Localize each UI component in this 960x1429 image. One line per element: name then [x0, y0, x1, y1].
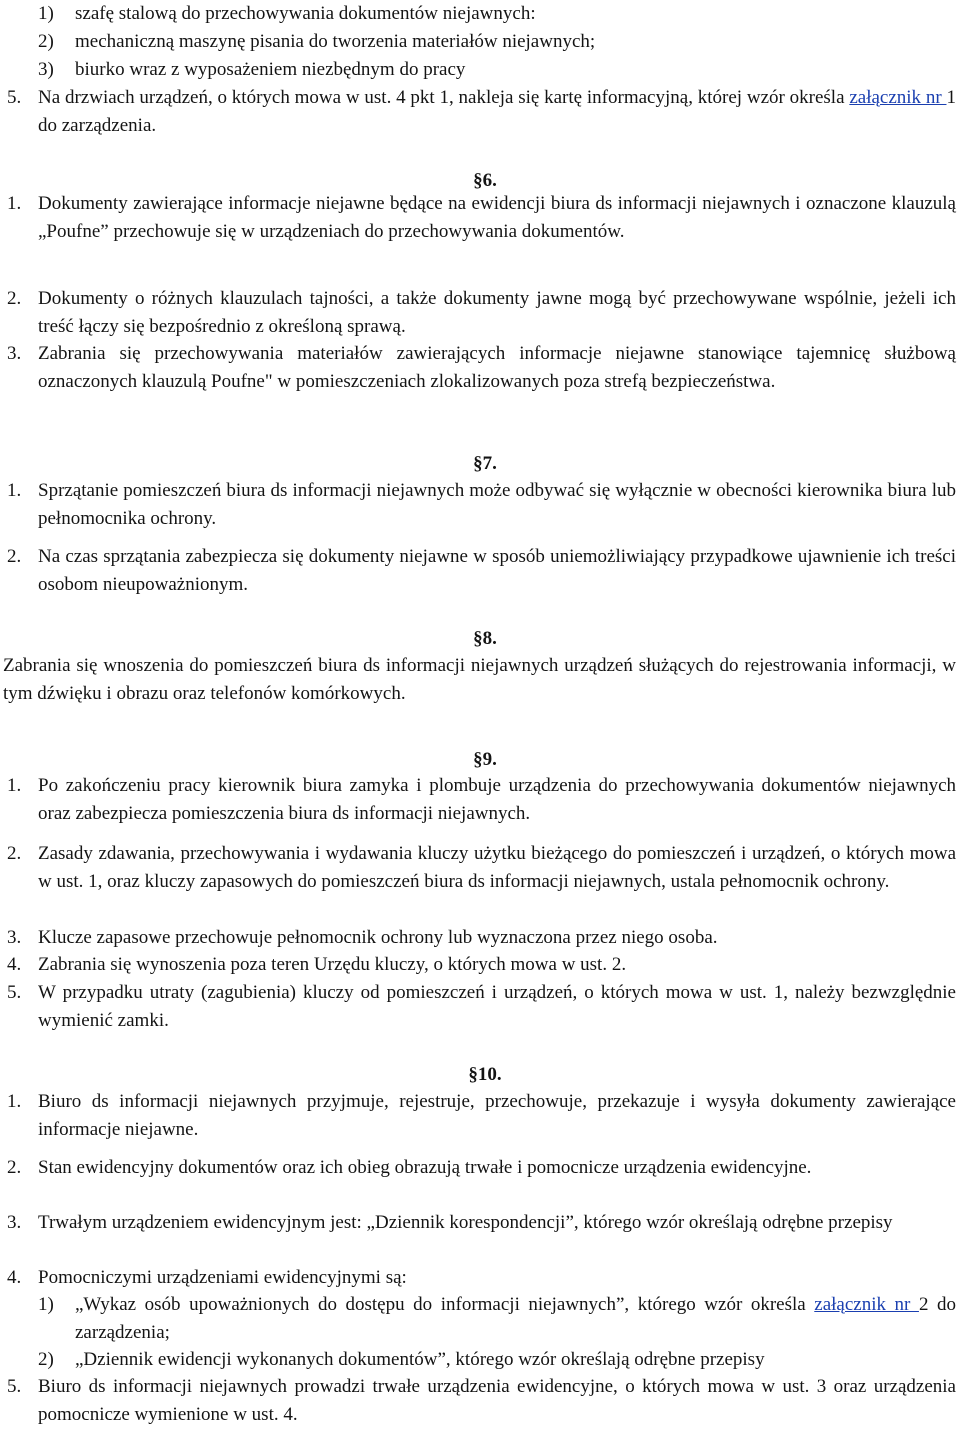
item-number: 2.	[7, 843, 22, 864]
item-number: 4.	[7, 1267, 22, 1288]
section-heading: §8.	[473, 628, 497, 649]
item-text: Na czas sprzątania zabezpiecza się dokumenty niejawne w sposób uniemożliwiający przypadkowe ujawnienie ich treści osobom nieupoważnionym.	[38, 546, 956, 595]
item-text: Na drzwiach urządzeń, o których mowa w ust. 4 pkt 1, nakleja się kartę informacyjną, której wzór określa załącznik nr 1 do zarządzenia.	[38, 87, 956, 136]
item-number: 1.	[7, 775, 22, 796]
item-text: Biuro ds informacji niejawnych prowadzi trwałe urządzenia ewidencyjne, o których mowa w ust. 3 oraz urządzenia pomocnicze wymienione w ust. 4.	[38, 1376, 956, 1425]
attachment-link[interactable]: załącznik nr	[849, 87, 947, 108]
item-number: 2)	[38, 1349, 54, 1370]
section-heading: §6.	[473, 170, 497, 191]
paragraph-text: Zabrania się wnoszenia do pomieszczeń biura ds informacji niejawnych urządzeń służących do rejestrowania informacji, w tym dźwięku i obrazu oraz telefonów komórkowych.	[3, 655, 956, 704]
item-text: Biuro ds informacji niejawnych przyjmuje, rejestruje, przechowuje, przekazuje i wysyła dokumenty zawierające informacje niejawne.	[38, 1091, 956, 1140]
item-text: Po zakończeniu pracy kierownik biura zamyka i plombuje urządzenia do przechowywania dokumentów niejawnych oraz zabezpiecza pomieszczenia biura ds informacji niejawnych.	[38, 775, 956, 824]
item-text: „Dziennik ewidencji wykonanych dokumentów”, którego wzór określają odrębne przepisy	[75, 1349, 765, 1370]
item-number: 2.	[7, 288, 22, 309]
item-text: Klucze zapasowe przechowuje pełnomocnik ochrony lub wyznaczona przez niego osoba.	[38, 927, 718, 948]
item-text: Sprzątanie pomieszczeń biura ds informacji niejawnych może odbywać się wyłącznie w obecności kierownika biura lub pełnomocnika ochrony.	[38, 480, 956, 529]
item-number: 5.	[7, 982, 22, 1003]
item-text: Zasady zdawania, przechowywania i wydawania kluczy użytku bieżącego do pomieszczeń i urządzeń, o których mowa w ust. 1, oraz kluczy zapasowych do pomieszczeń biura ds informacji niejawnych, ustala pełnomocnik ochrony.	[38, 843, 956, 892]
item-text: Zabrania się przechowywania materiałów zawierających informacje niejawne stanowiące tajemnicę służbową oznaczonych klauzulą Poufne" w pomieszczeniach zlokalizowanych poza strefą bezpieczeństwa.	[38, 343, 956, 392]
item-number: 1)	[38, 1294, 54, 1315]
item-number: 3)	[38, 59, 54, 80]
item-number: 1.	[7, 480, 22, 501]
item-text: Pomocniczymi urządzeniami ewidencyjnymi są:	[38, 1267, 407, 1288]
section-heading: §7.	[473, 453, 497, 474]
item-number: 2)	[38, 31, 54, 52]
item-text: Trwałym urządzeniem ewidencyjnym jest: „Dziennik korespondencji”, którego wzór określają odrębne przepisy	[38, 1212, 893, 1233]
item-text: Dokumenty zawierające informacje niejawne będące na ewidencji biura ds informacji niejawnych i oznaczone klauzulą „Poufne” przechowuje się w urządzeniach do przechowywania dokumentów.	[38, 193, 956, 242]
item-text: Zabrania się wynoszenia poza teren Urzędu kluczy, o których mowa w ust. 2.	[38, 954, 627, 975]
item-number: 2.	[7, 546, 22, 567]
item-text: W przypadku utraty (zagubienia) kluczy od pomieszczeń i urządzeń, o których mowa w ust. 1, należy bezwzględnie wymienić zamki.	[38, 982, 956, 1031]
item-text: biurko wraz z wyposażeniem niezbędnym do pracy	[75, 59, 466, 80]
item-number: 1)	[38, 3, 54, 24]
item-number: 3.	[7, 927, 22, 948]
item-number: 1.	[7, 193, 22, 214]
attachment-link[interactable]: załącznik nr	[814, 1294, 919, 1315]
section-heading: §9.	[473, 749, 497, 770]
item-number: 3.	[7, 1212, 22, 1233]
item-number: 5.	[7, 1376, 22, 1397]
item-number: 2.	[7, 1157, 22, 1178]
item-number: 4.	[7, 954, 22, 975]
item-text: Dokumenty o różnych klauzulach tajności, a także dokumenty jawne mogą być przechowywane wspólnie, jeżeli ich treść łączy się bezpośrednio z określoną sprawą.	[38, 288, 956, 337]
item-text: „Wykaz osób upoważnionych do dostępu do informacji niejawnych”, którego wzór określa załącznik nr 2 do zarządzenia;	[75, 1294, 956, 1343]
item-number: 3.	[7, 343, 22, 364]
section-heading: §10.	[468, 1064, 502, 1085]
item-text: szafę stalową do przechowywania dokumentów niejawnych:	[75, 3, 536, 24]
item-number: 1.	[7, 1091, 22, 1112]
item-number: 5.	[7, 87, 22, 108]
item-text: mechaniczną maszynę pisania do tworzenia materiałów niejawnych;	[75, 31, 596, 52]
item-text: Stan ewidencyjny dokumentów oraz ich obieg obrazują trwałe i pomocnicze urządzenia ewidencyjne.	[38, 1157, 812, 1178]
